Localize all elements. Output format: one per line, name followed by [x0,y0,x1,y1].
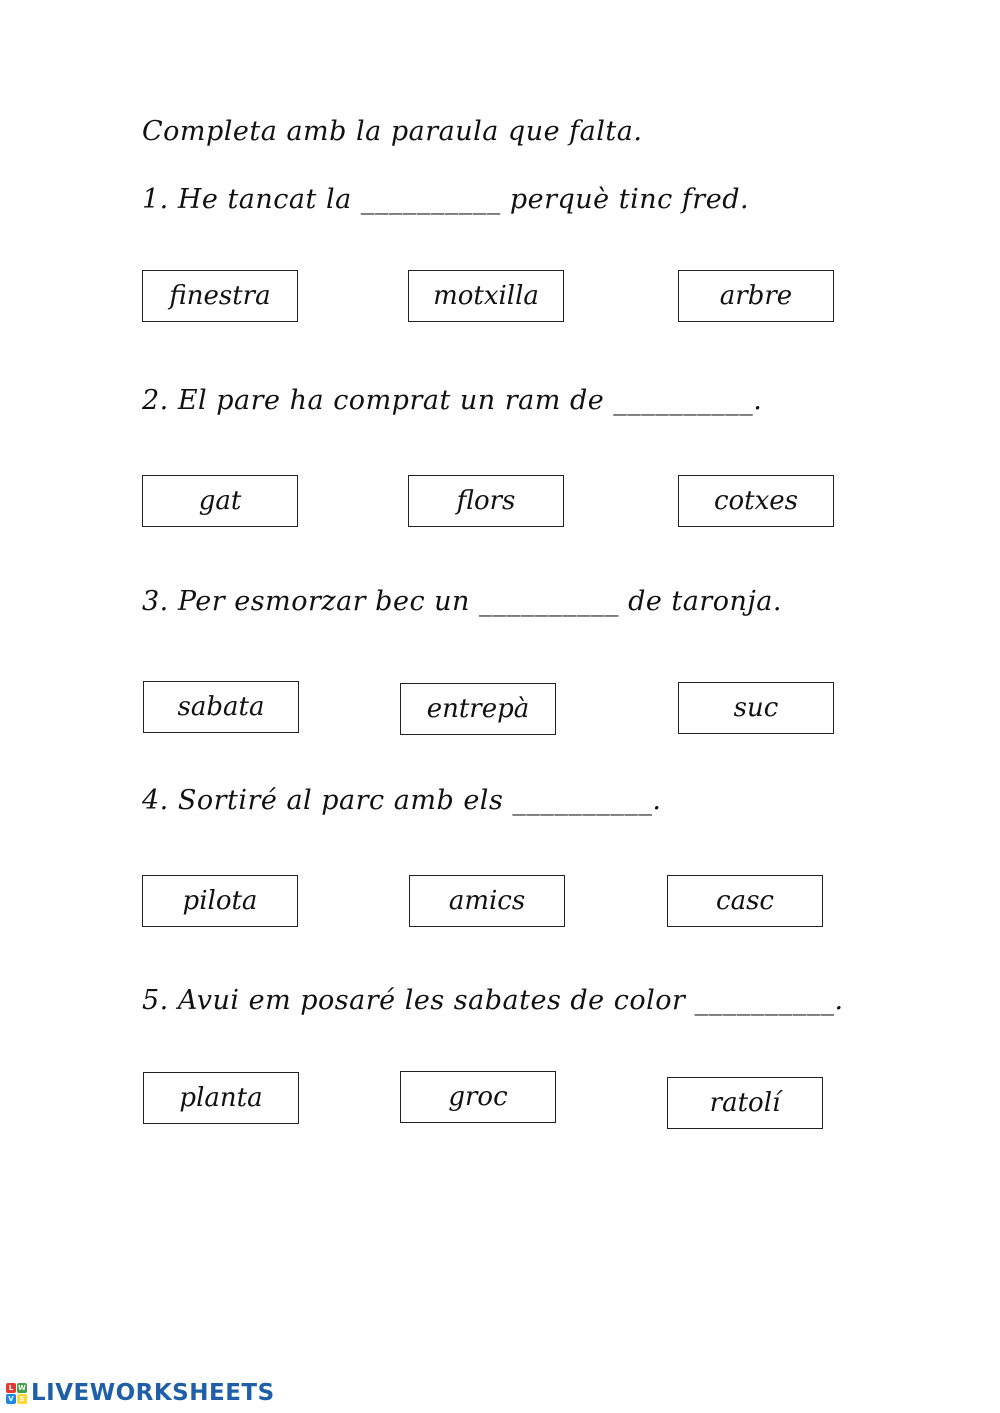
logo-letter: S [17,1394,27,1404]
question-2-text: 2. El pare ha comprat un ram de __________. [142,385,763,416]
instruction-text: Completa amb la paraula que falta. [142,116,643,147]
q5-option-groc[interactable]: groc [400,1071,556,1123]
q2-option-gat[interactable]: gat [142,475,298,527]
q3-option-suc[interactable]: suc [678,682,834,734]
q1-option-finestra[interactable]: finestra [142,270,298,322]
logo-letter: W [18,1383,26,1392]
q2-option-flors[interactable]: flors [408,475,564,527]
q2-option-cotxes[interactable]: cotxes [678,475,834,527]
question-1-text: 1. He tancat la __________ perquè tinc fred. [142,184,750,215]
question-4-text: 4. Sortiré al parc amb els __________. [142,785,662,816]
question-5-text: 5. Avui em posaré les sabates de color __________. [142,985,844,1016]
q1-option-motxilla[interactable]: motxilla [408,270,564,322]
liveworksheets-logo-icon [6,1383,27,1404]
q3-option-sabata[interactable]: sabata [143,681,299,733]
q4-option-amics[interactable]: amics [409,875,565,927]
liveworksheets-brand: LIVEWORKSHEETS [31,1380,275,1406]
q5-option-planta[interactable]: planta [143,1072,299,1124]
logo-letter: V [6,1394,16,1404]
logo-letter: L [6,1383,16,1393]
q4-option-casc[interactable]: casc [667,875,823,927]
liveworksheets-footer [6,1380,275,1406]
q5-option-ratoli[interactable]: ratolí [667,1077,823,1129]
q4-option-pilota[interactable]: pilota [142,875,298,927]
q3-option-entrepa[interactable]: entrepà [400,683,556,735]
question-3-text: 3. Per esmorzar bec un __________ de taronja. [142,586,782,617]
q1-option-arbre[interactable]: arbre [678,270,834,322]
